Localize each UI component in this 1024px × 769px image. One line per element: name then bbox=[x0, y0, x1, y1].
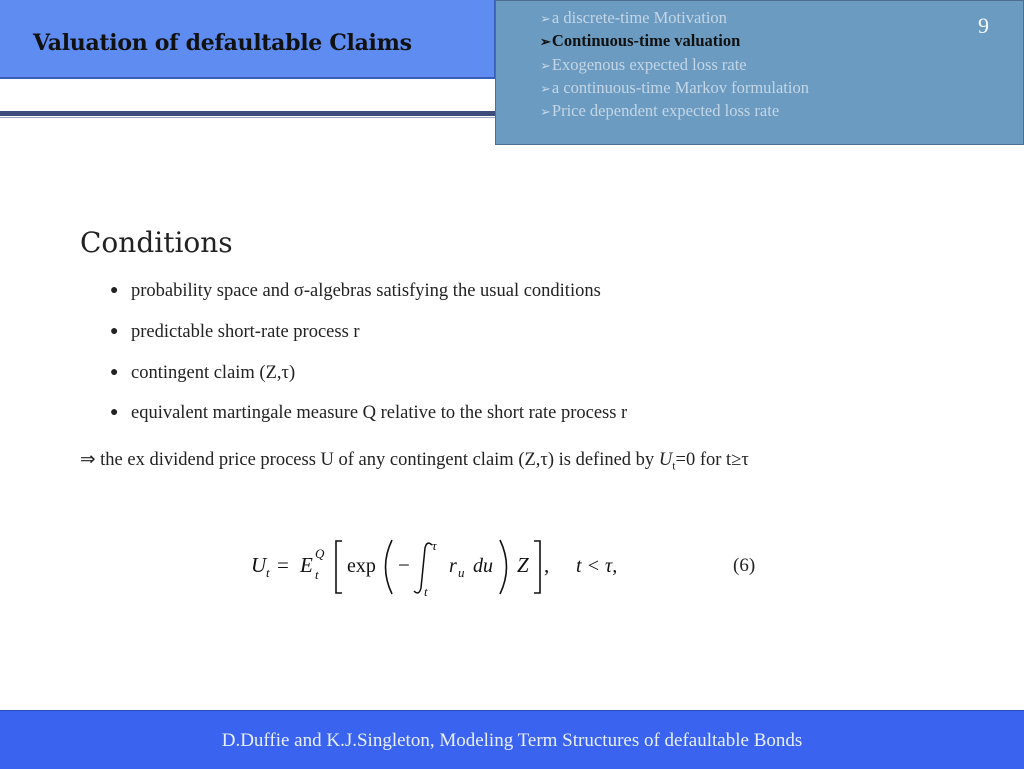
nav-item-discrete-time[interactable] bbox=[540, 7, 809, 30]
header-divider bbox=[0, 111, 495, 116]
footer-bar bbox=[0, 710, 1024, 769]
formula-condition: t < τ, bbox=[576, 555, 618, 577]
list-item-text: probability space and σ-algebras satisfying the usual conditions bbox=[131, 281, 601, 301]
list-item bbox=[110, 363, 627, 404]
header-divider-thin bbox=[0, 117, 495, 118]
conditions-list bbox=[110, 281, 627, 444]
formula-svg bbox=[251, 536, 771, 600]
nav-item-label: Price dependent expected loss rate bbox=[551, 101, 780, 121]
right-paren-icon bbox=[500, 540, 507, 594]
formula-exp: exp bbox=[347, 555, 376, 577]
footer-citation: D.Duffie and K.J.Singleton, Modeling Term Structures of defaultable Bonds bbox=[221, 730, 803, 751]
price-variable: U bbox=[658, 450, 673, 470]
list-item-text: predictable short-rate process r bbox=[131, 321, 360, 342]
implication-condition: =0 for t≥τ bbox=[675, 450, 749, 470]
nav-item-exogenous-loss[interactable] bbox=[540, 54, 809, 77]
title-box bbox=[0, 0, 495, 79]
integral-icon bbox=[414, 543, 432, 593]
formula-integrand-sub: u bbox=[458, 565, 465, 580]
left-paren-icon bbox=[386, 540, 393, 594]
nav-item-label: Exogenous expected loss rate bbox=[551, 54, 747, 74]
formula-expectation-sup: Q bbox=[315, 546, 325, 561]
formula-expectation-sub: t bbox=[315, 567, 319, 582]
formula-integrand: r bbox=[449, 555, 457, 577]
nav-item-markov[interactable] bbox=[540, 77, 809, 100]
formula-equals-sign: = bbox=[277, 553, 289, 577]
section-navigation bbox=[495, 0, 1024, 145]
formula-claim: Z bbox=[517, 553, 529, 577]
left-bracket-icon bbox=[336, 541, 342, 593]
implication-text: the ex dividend price process U of any contingent claim (Z,τ) is defined by bbox=[100, 450, 655, 470]
formula-upper-limit: τ bbox=[432, 538, 437, 553]
arrow-bullet-icon: ➢ bbox=[540, 34, 551, 50]
arrow-bullet-icon: ➢ bbox=[540, 104, 551, 120]
list-item-text: equivalent martingale measure Q relative to the short rate process r bbox=[131, 403, 628, 424]
arrow-bullet-icon: ➢ bbox=[540, 11, 551, 26]
arrow-bullet-icon: ➢ bbox=[540, 80, 551, 96]
valuation-formula bbox=[251, 536, 771, 600]
formula-lhs: U bbox=[251, 553, 267, 577]
section-heading: Conditions bbox=[80, 226, 233, 259]
bullet-dot-icon: ● bbox=[110, 323, 119, 339]
nav-item-continuous-time[interactable] bbox=[540, 30, 809, 53]
slide-title: Valuation of defaultable Claims bbox=[33, 30, 412, 56]
equation-number: (6) bbox=[733, 555, 756, 576]
bullet-dot-icon: ● bbox=[110, 405, 119, 421]
formula-differential: du bbox=[473, 555, 493, 577]
list-item bbox=[110, 322, 627, 363]
list-item-text: contingent claim (Z,τ) bbox=[131, 362, 296, 383]
nav-item-label: a discrete-time Motivation bbox=[551, 8, 727, 27]
price-variable-subscript: t bbox=[672, 458, 676, 473]
list-item bbox=[110, 281, 627, 322]
formula-expectation: E bbox=[300, 553, 313, 577]
right-bracket-icon bbox=[534, 541, 540, 593]
formula-lhs-sub: t bbox=[266, 565, 270, 580]
section-list bbox=[540, 7, 809, 123]
formula-lower-limit: t bbox=[424, 584, 428, 599]
formula-minus: − bbox=[398, 553, 410, 577]
arrow-bullet-icon: ➢ bbox=[540, 57, 551, 73]
nav-item-label: Continuous-time valuation bbox=[551, 31, 741, 51]
implies-icon: ⇒ bbox=[80, 450, 96, 470]
nav-item-price-dependent[interactable] bbox=[540, 100, 809, 123]
bullet-dot-icon: ● bbox=[110, 364, 119, 380]
implication-statement bbox=[80, 449, 749, 474]
nav-item-label: a continuous-time Markov formulation bbox=[551, 77, 809, 97]
list-item bbox=[110, 403, 627, 444]
formula-comma: , bbox=[544, 553, 550, 577]
bullet-dot-icon: ● bbox=[110, 283, 119, 298]
page-number: 9 bbox=[978, 13, 989, 38]
